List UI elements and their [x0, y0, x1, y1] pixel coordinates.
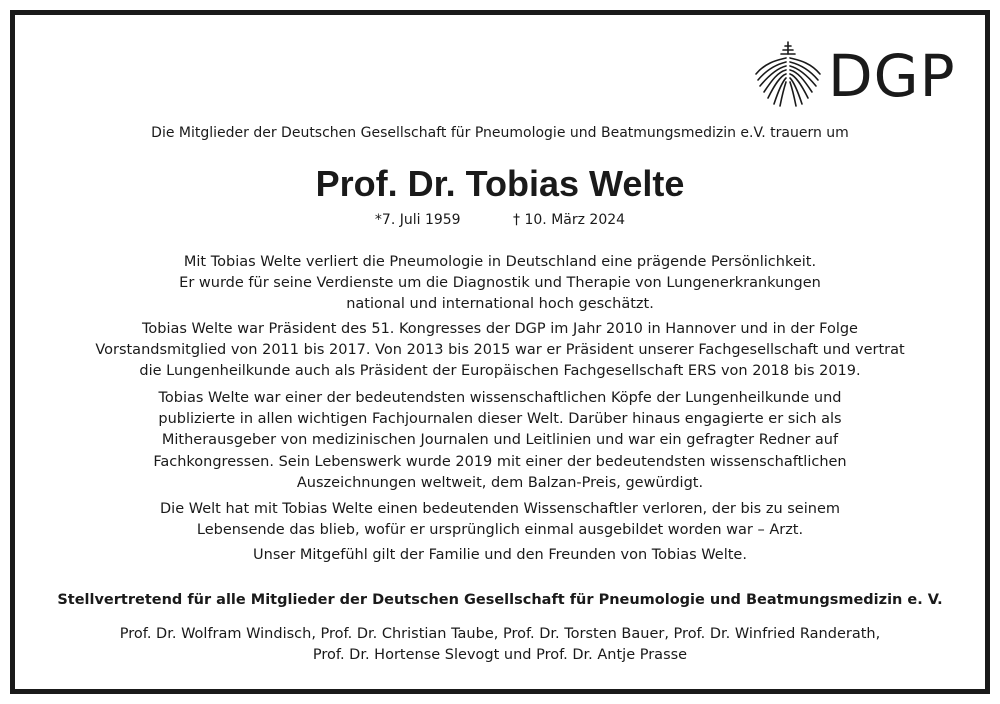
text-line: Tobias Welte war Präsident des 51. Kongresses der DGP im Jahr 2010 in Hannover und in der Folge [142, 321, 858, 337]
paragraph-tribute [0, 252, 1000, 316]
signers-list [0, 624, 1000, 666]
death-date: † 10. März 2024 [513, 212, 626, 228]
deceased-name: Prof. Dr. Tobias Welte [315, 163, 685, 204]
logo-text: DGP [828, 42, 956, 110]
paragraph-science [0, 388, 1000, 494]
text-line: Tobias Welte war einer der bedeutendsten wissenschaftlichen Köpfe der Lungenheilkunde und [158, 390, 842, 406]
text-line: Mitherausgeber von medizinischen Journalen und Leitlinien und war ein gefragter Redner auf [161, 432, 839, 449]
dgp-logo [740, 30, 960, 120]
paragraph-condolence [0, 545, 1000, 566]
birth-date: *7. Juli 1959 [374, 212, 461, 228]
text-line: Fachkongressen. Sein Lebenswerk wurde 2019 mit einer der bedeutendsten wissenschaftlichen [153, 453, 847, 470]
lung-tree-icon [752, 38, 824, 110]
text-line: Auszeichnungen weltweit, dem Balzan-Preis, gewürdigt. [296, 474, 704, 491]
text-line: Lebensende das blieb, wofür er ursprünglich einmal ausgebildet worden war – Arzt. [196, 522, 804, 539]
text-line: Er wurde für seine Verdienste um die Diagnostik und Therapie von Lungenerkrankungen [179, 275, 821, 292]
signers-line: Prof. Dr. Hortense Slevogt und Prof. Dr. Antje Prasse [312, 647, 688, 663]
text-line: Vorstandsmitglied von 2011 bis 2017. Von 2013 bis 2015 war er Präsident unserer Fachgesellschaft und vertrat [95, 342, 905, 359]
text-line: Unser Mitgefühl gilt der Familie und den Freunden von Tobias Welte. [253, 547, 747, 563]
life-dates [0, 210, 1000, 230]
text-line: publizierte in allen wichtigen Fachjournalen dieser Welt. Darüber hinaus engagierte er sich als [158, 411, 842, 428]
text-line: Mit Tobias Welte verliert die Pneumologie in Deutschland eine prägende Persönlichkeit. [183, 254, 817, 270]
intro-line: Die Mitglieder der Deutschen Gesellschaft für Pneumologie und Beatmungsmedizin e.V. trauern um [151, 125, 849, 141]
text-line: die Lungenheilkunde auch als Präsident der Europäischen Fachgesellschaft ERS von 2018 bis 2019. [139, 363, 861, 380]
paragraph-career [0, 319, 1000, 383]
text-line: Die Welt hat mit Tobias Welte einen bedeutenden Wissenschaftler verloren, der bis zu seinem [160, 501, 840, 517]
closing-line: Stellvertretend für alle Mitglieder der Deutschen Gesellschaft für Pneumologie und Beatmungsmedizin e. V. [57, 592, 943, 608]
signers-line: Prof. Dr. Wolfram Windisch, Prof. Dr. Christian Taube, Prof. Dr. Torsten Bauer, Prof. Dr. Winfried Randerath, [119, 626, 881, 642]
text-line: national und international hoch geschätzt. [346, 296, 654, 313]
paragraph-legacy [0, 499, 1000, 541]
